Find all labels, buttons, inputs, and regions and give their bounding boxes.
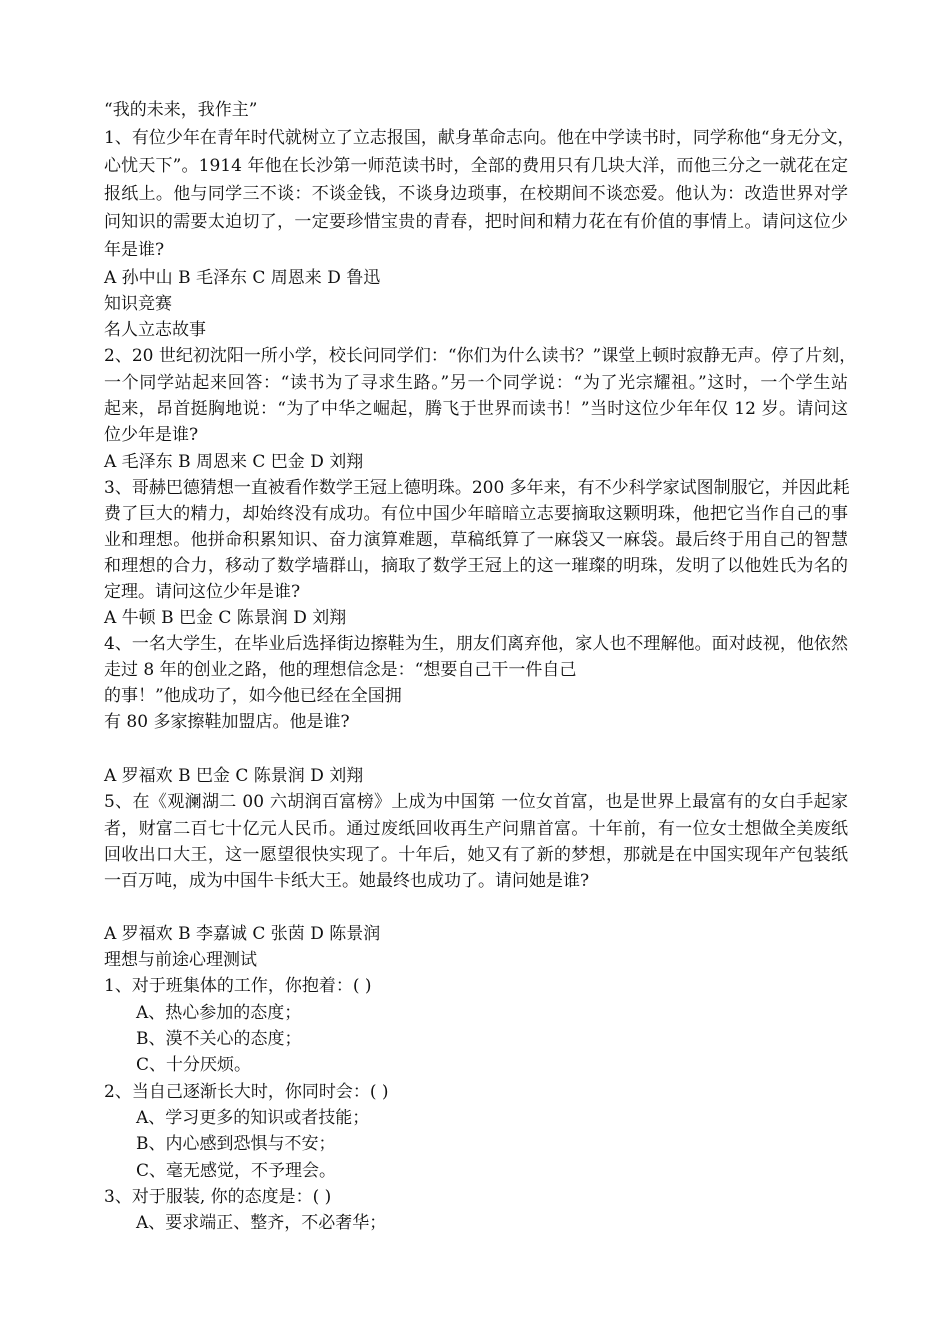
heading-psych-test: 理想与前途心理测试 [104, 950, 257, 970]
q1-line-4: 问知识的需要太迫切了，一定要珍惜宝贵的青春，把时间和精力花在有价值的事情上。请问这位少 [104, 212, 848, 232]
q3-line-5: 定理。请问这位少年是谁? [104, 582, 301, 602]
q4-line-2: 走过 8 年的创业之路，他的理想信念是：“想要自己干一件自己 [104, 660, 577, 680]
q2-line-3: 起来，昂首挺胸地说：“为了中华之崛起，腾飞于世界而读书！”当时这位少年年仅 12 岁。请问这 [104, 399, 848, 419]
q5-line-3: 回收出口大王，这一愿望很快实现了。十年后，她又有了新的梦想，那就是在中国实现年产包装纸 [104, 845, 848, 865]
q1-options: A 孙中山 B 毛泽东 C 周恩来 D 鲁迅 [104, 268, 381, 288]
test-q2: 2、当自己逐渐长大时，你同时会：( ) [104, 1082, 389, 1102]
q2-line-2: 一个同学站起来回答：“读书为了寻求生路。”另一个同学说：“为了光宗耀祖。”这时，一个学生站 [104, 373, 848, 393]
q4-line-1: 4、一名大学生，在毕业后选择街边擦鞋为生，朋友们离弃他，家人也不理解他。面对歧视，他依然 [104, 634, 848, 654]
q4-line-4: 有 80 多家擦鞋加盟店。他是谁? [104, 712, 350, 732]
test-q2-option-b: B、内心感到恐惧与不安； [136, 1134, 336, 1154]
q1-line-2: 心忧天下”。1914 年他在长沙第一师范读书时，全部的费用只有几块大洋，而他三分之一就花在定 [104, 156, 848, 176]
q3-line-4: 和理想的合力，移动了数学墙群山，摘取了数学王冠上的这一璀璨的明珠，发明了以他姓氏为名的 [104, 556, 848, 576]
q5-options: A 罗福欢 B 李嘉诚 C 张茵 D 陈景润 [104, 924, 381, 944]
q3-line-1: 3、哥赫巴德猜想一直被看作数学王冠上德明珠。200 多年来，有不少科学家试图制服它，并因此耗 [104, 478, 850, 498]
heading-celebrity-stories: 名人立志故事 [104, 320, 206, 340]
q5-line-4: 一百万吨，成为中国牛卡纸大王。她最终也成功了。请问她是谁? [104, 871, 590, 891]
test-q3: 3、对于服装, 你的态度是：( ) [104, 1187, 332, 1207]
q2-line-1: 2、20 世纪初沈阳一所小学，校长问同学们：“你们为什么读书？”课堂上顿时寂静无声。停了片刻， [104, 346, 857, 366]
q3-line-2: 费了巨大的精力，却始终没有成功。有位中国少年暗暗立志要摘取这颗明珠，他把它当作自己的事 [104, 504, 848, 524]
q2-line-4: 位少年是谁? [104, 425, 199, 445]
test-q1-option-c: C、十分厌烦。 [136, 1055, 252, 1075]
q1-line-1: 1、有位少年在青年时代就树立了立志报国，献身革命志向。他在中学读书时，同学称他“身无分文， [104, 128, 855, 148]
test-q1-option-b: B、漠不关心的态度； [136, 1029, 302, 1049]
q2-options: A 毛泽东 B 周恩来 C 巴金 D 刘翔 [104, 452, 364, 472]
q3-options: A 牛顿 B 巴金 C 陈景润 D 刘翔 [104, 608, 347, 628]
document-title: “我的未来，我作主” [104, 100, 258, 120]
heading-knowledge-contest: 知识竞赛 [104, 294, 172, 314]
test-q2-option-a: A、学习更多的知识或者技能； [136, 1108, 370, 1128]
test-q1: 1、对于班集体的工作，你抱着：( ) [104, 976, 372, 996]
q1-line-5: 年是谁? [104, 240, 165, 260]
q5-line-2: 者，财富二百七十亿元人民币。通过废纸回收再生产问鼎首富。十年前，有一位女士想做全美废纸 [104, 819, 848, 839]
q3-line-3: 业和理想。他拼命积累知识、奋力演算难题，草稿纸算了一麻袋又一麻袋。最后终于用自己的智慧 [104, 530, 848, 550]
q1-line-3: 报纸上。他与同学三不谈：不谈金钱，不谈身边琐事，在校期间不谈恋爱。他认为：改造世界对学 [104, 184, 848, 204]
q4-options: A 罗福欢 B 巴金 C 陈景润 D 刘翔 [104, 766, 364, 786]
test-q2-option-c: C、毫无感觉，不予理会。 [136, 1161, 337, 1181]
q4-line-3: 的事！”他成功了，如今他已经在全国拥 [104, 686, 402, 706]
q5-line-1: 5、在《观澜湖二 00 六胡润百富榜》上成为中国第 一位女首富，也是世界上最富有的女白手起家 [104, 792, 848, 812]
test-q3-option-a: A、要求端正、整齐，不必奢华； [136, 1213, 387, 1233]
test-q1-option-a: A、热心参加的态度； [136, 1003, 302, 1023]
